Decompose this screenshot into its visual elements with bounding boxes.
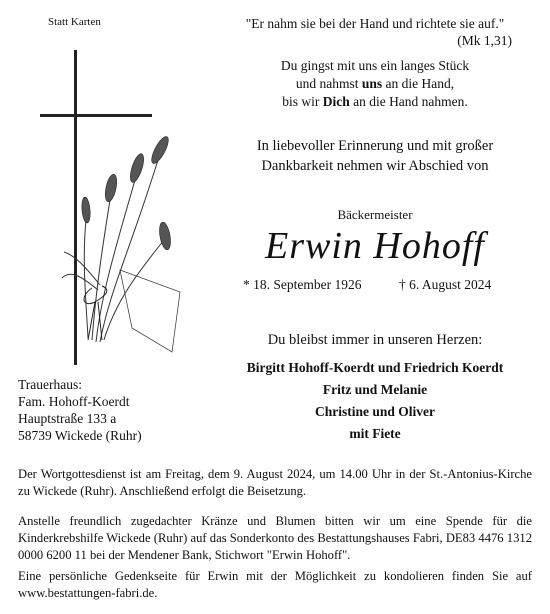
- intro-line-2: Dankbarkeit nehmen wir Abschied von: [261, 157, 489, 174]
- death-date: † 6. August 2024: [399, 277, 492, 292]
- intro-text: [220, 137, 530, 176]
- poem-line-2: und nahmst uns an die Hand,: [295, 76, 455, 91]
- mourner-line: mit Fiete: [349, 426, 401, 441]
- poem: [220, 57, 530, 111]
- bible-quote: "Er nahm sie bei der Hand und richtete sie auf.": [245, 16, 505, 31]
- poem-line-3: bis wir Dich an die Hand nahmen.: [282, 94, 468, 109]
- mourner-line: Birgitt Hohoff-Koerdt und Friedrich Koerdt: [246, 360, 504, 375]
- header-note: Statt Karten: [48, 16, 101, 28]
- birth-date: * 18. September 1926: [243, 277, 362, 292]
- trauerhaus-line-2: Hauptstraße 133 a: [18, 411, 117, 426]
- mourners-list: [200, 357, 550, 445]
- deceased-title: Bäckermeister: [337, 207, 413, 222]
- intro-line-1: In liebevoller Erinnerung und mit großer: [256, 138, 494, 154]
- trauerhaus-address: [18, 376, 142, 444]
- trauerhaus-line-3: 58739 Wickede (Ruhr): [18, 428, 142, 443]
- memory-line: Du bleibst immer in unseren Herzen:: [267, 332, 483, 348]
- deceased-name: Erwin Hohoff: [265, 225, 485, 267]
- memorial-paragraph: Eine persönliche Gedenkseite für Erwin mit der Möglichkeit zu kondolieren finden Sie auf www.bestattungen-fabri.de.: [18, 569, 532, 600]
- donation-paragraph: Anstelle freundlich zugedachter Kränze und Blumen bitten wir um eine Spende für die Kinderkrebshilfe Wickede (Ruhr) auf das Sonderkonto des Bestattungshauses Fabri, DE83 4476 1312 0000 6200 11 bei der Mendener Bank, Stichwort "Erwin Hohoff".: [18, 514, 532, 562]
- trauerhaus-label: Trauerhaus:: [18, 377, 82, 392]
- trauerhaus-line-1: Fam. Hohoff-Koerdt: [18, 394, 130, 409]
- poem-line-1: Du gingst mit uns ein langes Stück: [280, 58, 470, 73]
- mourner-line: Fritz und Melanie: [322, 382, 428, 397]
- bible-reference: (Mk 1,31): [457, 33, 512, 48]
- service-paragraph: Der Wortgottesdienst ist am Freitag, dem 9. August 2024, um 14.00 Uhr in der St.-Antonius-Kirche zu Wickede (Ruhr). Anschließend erfolgt die Beisetzung.: [18, 467, 532, 498]
- cross-wheat-icon: [40, 40, 190, 365]
- mourner-line: Christine und Oliver: [314, 404, 435, 419]
